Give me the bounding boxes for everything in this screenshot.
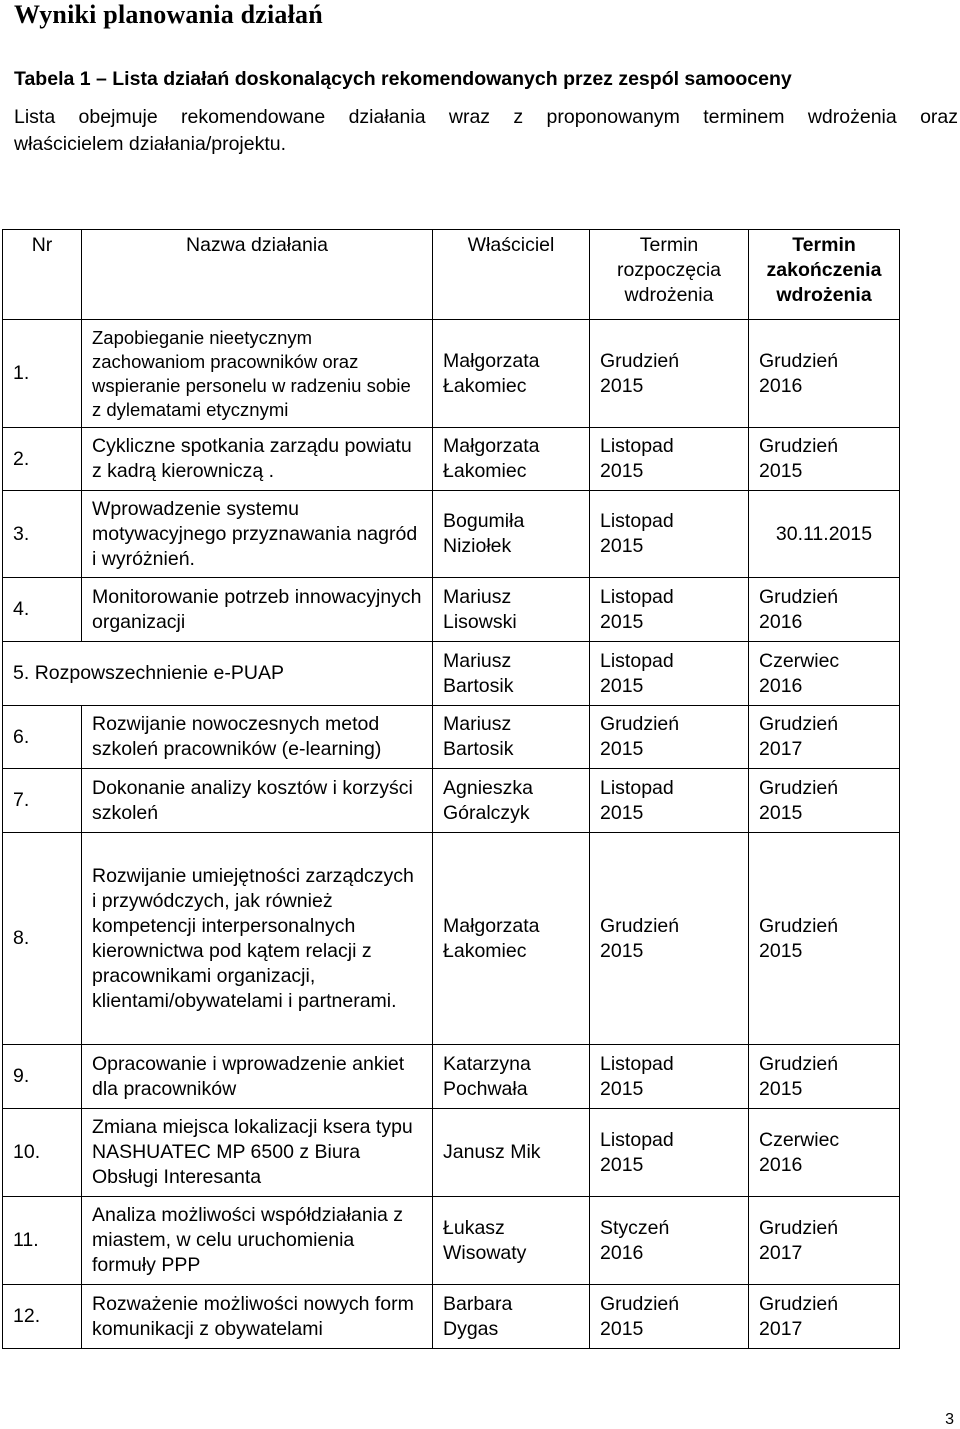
table-row	[3, 769, 900, 833]
header-start: Termin rozpoczęcia wdrożenia	[590, 230, 749, 320]
cell-start: Listopad 2015	[590, 578, 749, 642]
actions-table	[2, 229, 900, 1349]
cell-end: Grudzień 2015	[749, 833, 900, 1045]
cell-start: Listopad 2015	[590, 491, 749, 578]
cell-start: Listopad 2015	[590, 1045, 749, 1109]
cell-start: Listopad 2015	[590, 642, 749, 706]
cell-name: Rozwijanie nowoczesnych metod szkoleń pracowników (e-learning)	[82, 706, 433, 769]
header-name: Nazwa działania	[82, 230, 433, 320]
table-row	[3, 578, 900, 642]
page-heading: Wyniki planowania działań	[14, 0, 323, 29]
page-number: 3	[945, 1411, 954, 1428]
cell-start: Grudzień 2015	[590, 1285, 749, 1349]
cell-owner: Mariusz Lisowski	[433, 578, 590, 642]
cell-owner: Bogumiła Niziołek	[433, 491, 590, 578]
cell-owner: Małgorzata Łakomiec	[433, 428, 590, 491]
cell-name: Rozwijanie umiejętności zarządczych i przywódczych, jak również kompetencji interpersonalnych kierownictwa pod kątem relacji z pracownikami organizacji, klientami/obywatelami i partnerami.	[82, 833, 433, 1045]
cell-end: Grudzień 2016	[749, 578, 900, 642]
table-row	[3, 706, 900, 769]
cell-owner: Agnieszka Góralczyk	[433, 769, 590, 833]
cell-start: Styczeń 2016	[590, 1197, 749, 1285]
cell-nr-and-name: 5. Rozpowszechnienie e-PUAP	[3, 642, 433, 706]
cell-nr: 3.	[3, 491, 82, 578]
cell-start: Grudzień 2015	[590, 833, 749, 1045]
cell-start: Listopad 2015	[590, 428, 749, 491]
intro-paragraph	[14, 104, 958, 158]
cell-end: Grudzień 2017	[749, 1285, 900, 1349]
cell-name: Rozważenie możliwości nowych form komunikacji z obywatelami	[82, 1285, 433, 1349]
cell-end: Grudzień 2016	[749, 320, 900, 428]
cell-name: Opracowanie i wprowadzenie ankiet dla pracowników	[82, 1045, 433, 1109]
cell-owner: Barbara Dygas	[433, 1285, 590, 1349]
cell-nr: 12.	[3, 1285, 82, 1349]
cell-owner: Mariusz Bartosik	[433, 706, 590, 769]
cell-start: Grudzień 2015	[590, 320, 749, 428]
cell-name: Zapobieganie nieetycznym zachowaniom pracowników oraz wspieranie personelu w radzeniu sobie z dylematami etycznymi	[82, 320, 433, 428]
table-row	[3, 1197, 900, 1285]
cell-start: Listopad 2015	[590, 1109, 749, 1197]
cell-end: Grudzień 2015	[749, 769, 900, 833]
table-row	[3, 491, 900, 578]
table-header-row	[3, 230, 900, 320]
cell-name: Analiza możliwości współdziałania z miastem, w celu uruchomienia formuły PPP	[82, 1197, 433, 1285]
cell-name: Dokonanie analizy kosztów i korzyści szkoleń	[82, 769, 433, 833]
header-nr: Nr	[3, 230, 82, 320]
cell-end: 30.11.2015	[749, 491, 900, 578]
cell-end: Grudzień 2015	[749, 1045, 900, 1109]
table-row	[3, 1285, 900, 1349]
table-row	[3, 1045, 900, 1109]
cell-owner: Łukasz Wisowaty	[433, 1197, 590, 1285]
cell-end: Grudzień 2017	[749, 706, 900, 769]
header-owner: Właściciel	[433, 230, 590, 320]
cell-nr: 11.	[3, 1197, 82, 1285]
cell-owner: Małgorzata Łakomiec	[433, 320, 590, 428]
cell-nr: 1.	[3, 320, 82, 428]
header-end: Termin zakończenia wdrożenia	[749, 230, 900, 320]
cell-owner: Małgorzata Łakomiec	[433, 833, 590, 1045]
cell-name: Zmiana miejsca lokalizacji ksera typu NASHUATEC MP 6500 z Biura Obsługi Interesanta	[82, 1109, 433, 1197]
table-row	[3, 1109, 900, 1197]
table-row	[3, 320, 900, 428]
cell-name: Wprowadzenie systemu motywacyjnego przyznawania nagród i wyróżnień.	[82, 491, 433, 578]
cell-end: Czerwiec 2016	[749, 1109, 900, 1197]
cell-nr: 2.	[3, 428, 82, 491]
cell-end: Czerwiec 2016	[749, 642, 900, 706]
cell-end: Grudzień 2015	[749, 428, 900, 491]
cell-owner: Katarzyna Pochwała	[433, 1045, 590, 1109]
table-caption: Tabela 1 – Lista działań doskonalących rekomendowanych przez zespól samooceny	[14, 68, 792, 90]
cell-end: Grudzień 2017	[749, 1197, 900, 1285]
cell-owner: Mariusz Bartosik	[433, 642, 590, 706]
table-row	[3, 833, 900, 1045]
cell-nr: 6.	[3, 706, 82, 769]
table-row	[3, 428, 900, 491]
cell-start: Listopad 2015	[590, 769, 749, 833]
intro-line-2: właścicielem działania/projektu.	[14, 133, 287, 155]
cell-nr: 10.	[3, 1109, 82, 1197]
cell-nr: 8.	[3, 833, 82, 1045]
cell-start: Grudzień 2015	[590, 706, 749, 769]
cell-name: Monitorowanie potrzeb innowacyjnych organizacji	[82, 578, 433, 642]
table-row	[3, 642, 900, 706]
cell-nr: 7.	[3, 769, 82, 833]
cell-nr: 4.	[3, 578, 82, 642]
cell-owner: Janusz Mik	[433, 1109, 590, 1197]
intro-line-1: Lista obejmuje rekomendowane działania wraz z proponowanym terminem wdrożenia oraz	[14, 106, 958, 128]
cell-nr: 9.	[3, 1045, 82, 1109]
cell-name: Cykliczne spotkania zarządu powiatu z kadrą kierowniczą .	[82, 428, 433, 491]
